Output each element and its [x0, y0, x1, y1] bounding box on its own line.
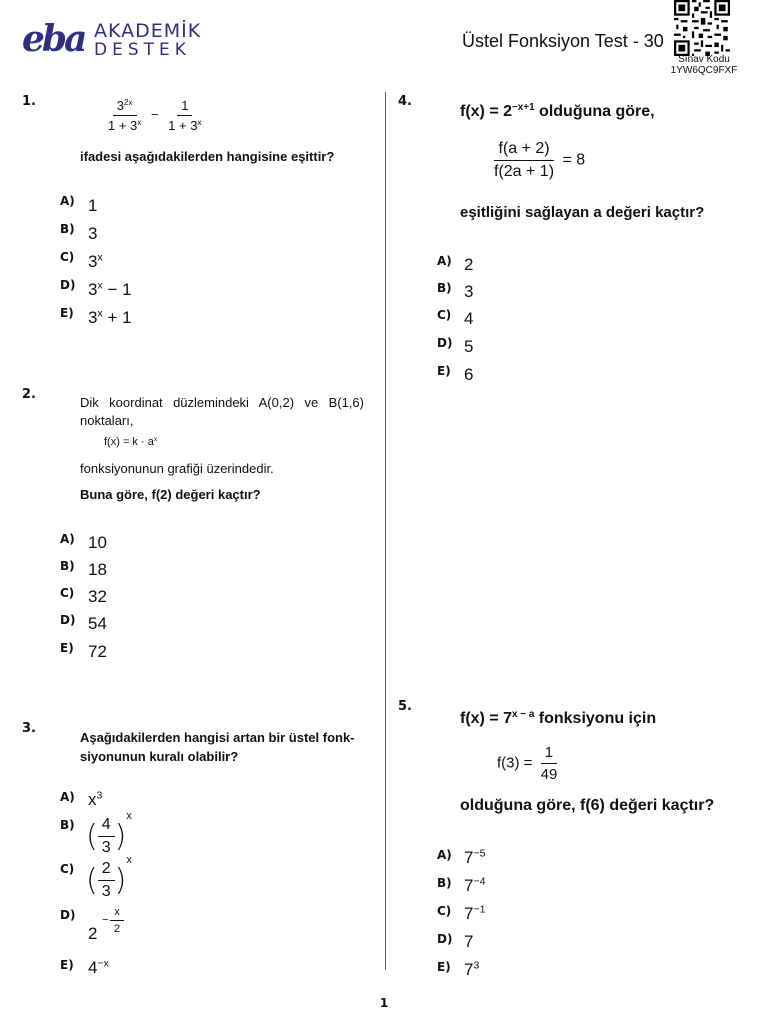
logo-line2: DESTEK: [94, 40, 191, 60]
option-b[interactable]: B) $7^{-4}$: [437, 875, 486, 895]
logo-line1: AKADEMİK: [94, 20, 202, 42]
option-e[interactable]: E) 72: [60, 641, 107, 661]
question-2-number: 2.: [22, 387, 36, 402]
logo-eba-mark: eba: [22, 18, 85, 60]
exam-code-label: Sınav Kodu: [678, 54, 730, 65]
question-3-line2: siyonunun kuralı olabilir?: [80, 749, 239, 764]
option-b[interactable]: B) ( $\frac{4}{3}$ )$^x$: [60, 810, 132, 857]
test-title: Üstel Fonksiyon Test - 30: [462, 31, 664, 51]
option-c[interactable]: C) 32: [60, 586, 107, 606]
question-3-number: 3.: [22, 721, 36, 736]
question-1-expression: $\frac{3^{2x}}{1 + 3^x}$ − $\frac{1}{1 + 3^x}$: [108, 98, 202, 133]
question-2-line1: Dik koordinat düzlemindeki A(0,2) ve B(1,6): [80, 395, 364, 410]
question-5-function: $f(x) = 7^{x - a}$ fonksiyonu için: [460, 708, 657, 727]
question-4-number: 4.: [398, 94, 412, 109]
eba-akademik-destek-logo: [22, 18, 222, 62]
option-d[interactable]: D) 2 − $\frac{x}{2}$: [60, 904, 160, 944]
option-d[interactable]: D) 54: [60, 613, 107, 633]
exam-code: 1YW6QC9FXF: [670, 65, 738, 76]
option-a[interactable]: A) $7^{-5}$: [437, 847, 486, 867]
question-1-prompt: ifadesi aşağıdakilerden hangisine eşittir?: [80, 149, 335, 164]
option-e[interactable]: E) $7^3$: [437, 959, 480, 979]
option-d[interactable]: D) 7: [437, 932, 474, 951]
page-number: 1: [379, 996, 389, 1010]
option-e[interactable]: E) $3^x + 1$: [60, 306, 132, 327]
qr-code-icon: [674, 0, 730, 56]
option-a[interactable]: A) $x^3$: [60, 789, 103, 809]
question-4-prompt: eşitliğini sağlayan a değeri kaçtır?: [460, 204, 705, 221]
option-d[interactable]: D) 5: [437, 336, 474, 356]
option-e[interactable]: E) $4^{-x}$: [60, 957, 109, 977]
option-b[interactable]: B) 18: [60, 559, 107, 579]
option-b[interactable]: B) 3: [437, 281, 474, 301]
question-4-function: $f(x) = 2^{-x+1}$ olduğuna göre,: [460, 101, 655, 120]
option-c[interactable]: C) 3$^x$: [60, 250, 103, 271]
option-c[interactable]: C) 4: [437, 308, 474, 328]
option-c[interactable]: C) $7^{-1}$: [437, 903, 486, 923]
question-4-equation: $\frac{f(a + 2)}{f(2a + 1)}$ = 8: [494, 140, 586, 180]
question-2-function: $f(x) = k \cdot a^x$: [104, 435, 158, 448]
option-d[interactable]: D) $3^x - 1$: [60, 278, 132, 299]
question-2-line2: noktaları,: [80, 413, 134, 428]
option-c[interactable]: C) ( $\frac{2}{3}$ )$^x$: [60, 854, 132, 901]
question-5-number: 5.: [398, 699, 412, 714]
option-b[interactable]: B) 3: [60, 222, 98, 243]
option-a[interactable]: A) 10: [60, 532, 107, 552]
question-3-line1: Aşağıdakilerden hangisi artan bir üstel fonk-: [80, 730, 355, 745]
option-a[interactable]: A) 2: [437, 254, 474, 274]
question-5-prompt: olduğuna göre, f(6) değeri kaçtır?: [460, 797, 715, 814]
question-1-number: 1.: [22, 94, 36, 109]
column-divider: [385, 92, 386, 970]
question-5-given: f(3) = $\frac{1}{49}$: [497, 744, 558, 783]
question-2-prompt: Buna göre, f(2) değeri kaçtır?: [80, 487, 261, 502]
option-e[interactable]: E) 6: [437, 364, 474, 384]
option-a[interactable]: A) 1: [60, 194, 98, 215]
question-2-line3: fonksiyonunun grafiği üzerindedir.: [80, 461, 274, 476]
